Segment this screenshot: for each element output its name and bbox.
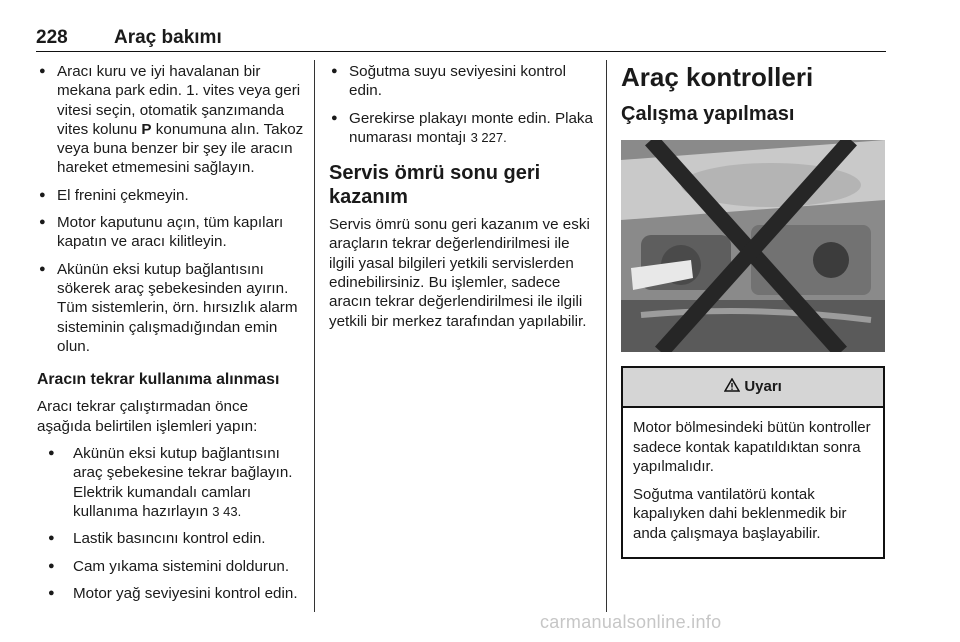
list-item: ● Soğutma suyu seviyesini kontrol edin. <box>329 62 595 101</box>
warning-box <box>621 366 885 559</box>
warning-label: Uyarı <box>744 378 782 395</box>
page-number: 228 <box>36 27 68 48</box>
column-middle <box>329 62 595 339</box>
watermark: carmanualsonline.info <box>540 612 722 632</box>
reuse-bullet-list-cont <box>329 62 595 147</box>
storage-bullet-list <box>37 62 305 356</box>
warning-paragraph: Soğutma vantilatörü kontak kapalıyken dahi beklenmedik bir anda çalışmaya başlayabilir. <box>633 485 847 542</box>
list-item: ● El frenini çekmeyin. <box>37 186 305 205</box>
list-item: ● Lastik basıncını kontrol edin. <box>37 529 305 548</box>
warning-paragraph: Motor bölmesindeki bütün kontroller sadece kontak kapatıldıktan sonra yapılmalıdır. <box>633 419 871 475</box>
warning-header <box>623 368 883 408</box>
warning-triangle-icon <box>724 378 744 395</box>
warning-body <box>623 408 883 557</box>
chapter-title: Araç kontrolleri <box>621 62 814 92</box>
list-item: ● Gerekirse plakayı monte edin. Plaka numarası montajı 3 227. <box>329 109 595 148</box>
column-divider-1 <box>314 60 315 612</box>
list-item: ● Aracı kuru ve iyi havalanan bir mekana park edin. 1. vites veya geri vitesi seçin, otomatik şanzımanda vites kolunu P konumuna alın. Takoz veya buna benzer bir şey ile aracın hareket etmemesini sağlayın. <box>37 62 305 178</box>
column-right <box>621 62 887 559</box>
page-reference[interactable]: 3 227. <box>470 129 507 145</box>
column-divider-2 <box>606 60 607 612</box>
column-left <box>37 62 305 611</box>
recovery-heading: Servis ömrü sonu geri kazanım <box>329 162 541 209</box>
list-item: ● Akünün eksi kutup bağlantısını araç şebekesine tekrar bağlayın. Elektrik kumandalı camları kullanıma hazırlayın 3 43. <box>37 444 305 521</box>
subsection-title: Çalışma yapılması <box>621 103 795 125</box>
reuse-intro: Aracı tekrar çalıştırmadan önce aşağıda belirtilen işlemleri yapın: <box>37 398 258 435</box>
recovery-paragraph: Servis ömrü sonu geri kazanım ve eski araçların tekrar değerlendirilmesi ile ilgili yasal bilgileri yetkili servislerden edinebilirsiniz. Bu işlemler, sadece aracın tekrar değerlendirilmesi ile ilgili yetkili bir merkez tarafından yapılabilir. <box>329 216 590 330</box>
list-item: ● Akünün eksi kutup bağlantısını sökerek araç şebekesinden ayırın. Tüm sistemlerin, örn. hırsızlık alarm sisteminin çalışmadığından emin olun. <box>37 260 305 356</box>
section-title: Araç bakımı <box>114 27 222 48</box>
page-header <box>36 27 886 52</box>
engine-bay-illustration <box>621 140 885 352</box>
reuse-heading: Aracın tekrar kullanıma alınması <box>37 371 280 389</box>
engine-bay-photo <box>621 140 885 352</box>
list-item: ● Motor kaputunu açın, tüm kapıları kapatın ve aracı kilitleyin. <box>37 213 305 252</box>
page-reference[interactable]: 3 43. <box>212 503 242 519</box>
list-item: ● Motor yağ seviyesini kontrol edin. <box>37 584 305 603</box>
reuse-bullet-list <box>37 444 305 603</box>
list-item: ● Cam yıkama sistemini doldurun. <box>37 557 305 576</box>
